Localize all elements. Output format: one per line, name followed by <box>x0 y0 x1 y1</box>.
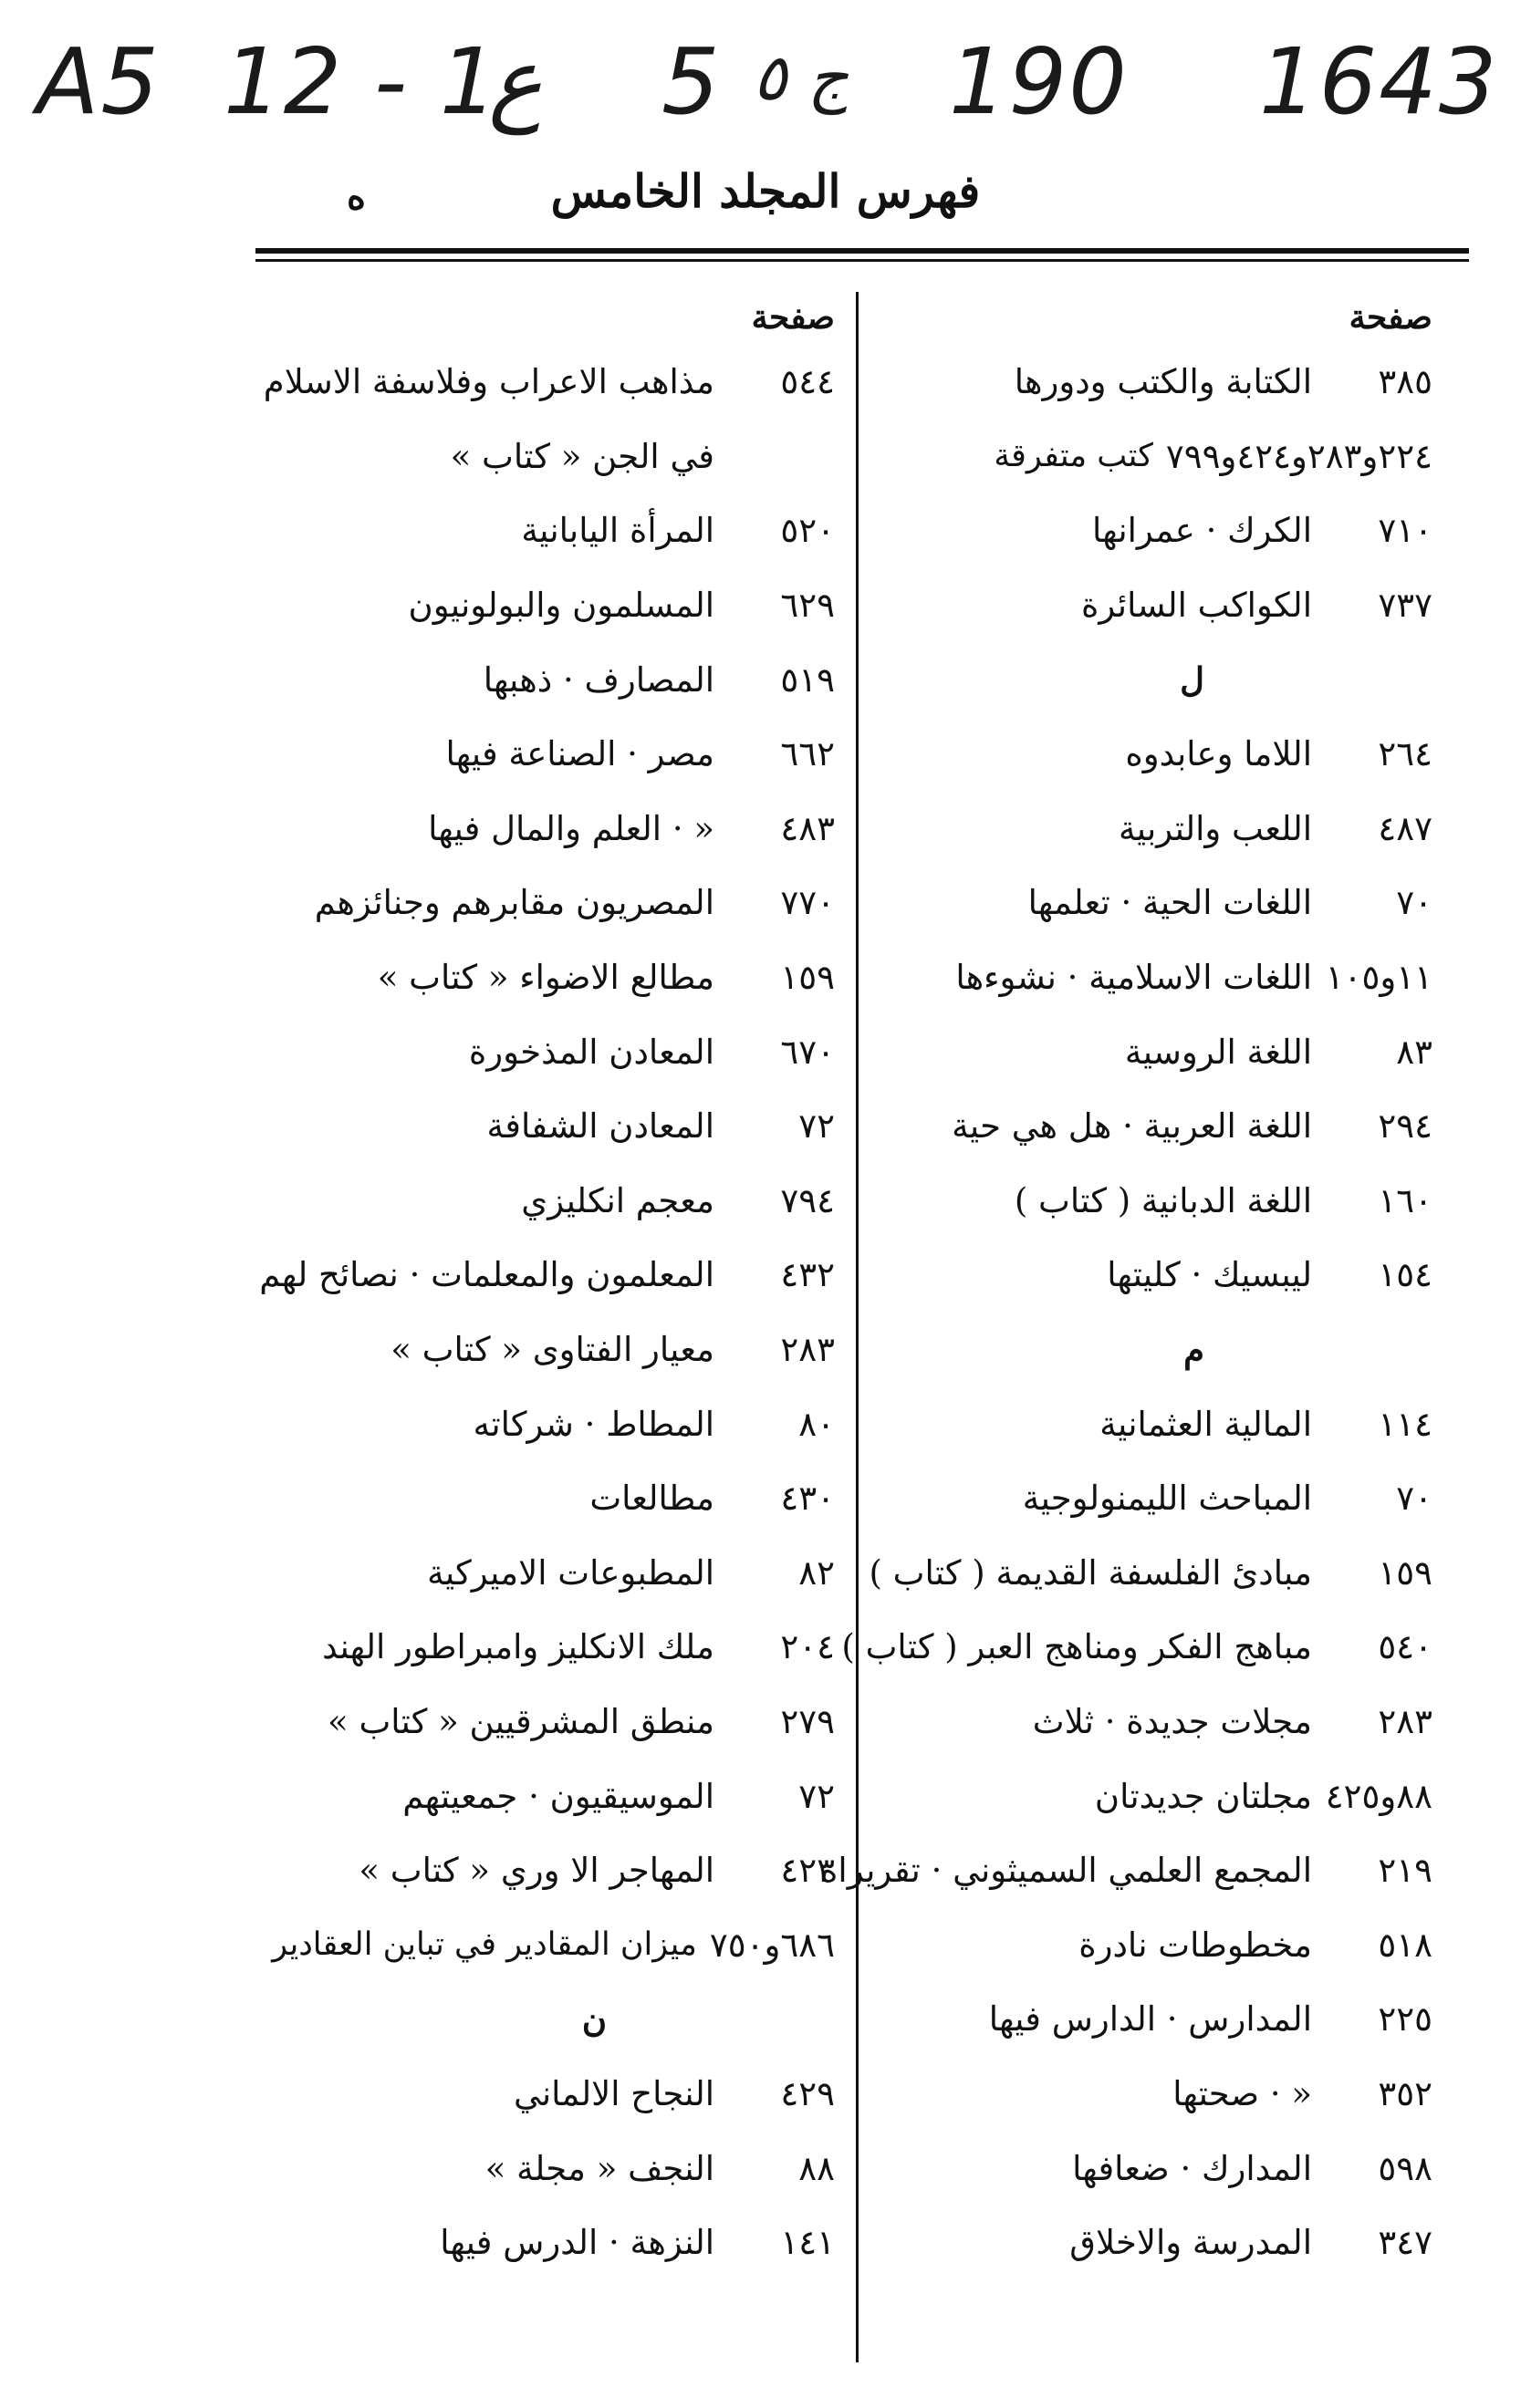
index-entry <box>880 1164 1432 1239</box>
page-number: ٧١٠ <box>1378 511 1432 551</box>
page-number: ٧٠ <box>1396 883 1432 923</box>
section-letter <box>251 1982 835 2057</box>
entry-title: في الجن « كتاب » <box>450 436 714 476</box>
page-number: ٤٨٧ <box>1378 808 1432 848</box>
page-number: ٢١٩ <box>1378 1851 1432 1891</box>
page-number: ١٥٤ <box>1378 1255 1432 1295</box>
annotation-part: 5 <box>661 28 722 135</box>
index-entry <box>251 1759 835 1833</box>
letter-heading: م <box>1183 1329 1204 1370</box>
page-mark: ه <box>347 175 366 218</box>
entry-title: ليبسيك · كليتها <box>1107 1255 1312 1295</box>
entry-title: المطبوعات الاميركية <box>427 1552 714 1593</box>
annotation-part: A5 <box>36 28 161 135</box>
index-entry <box>841 1610 1432 1685</box>
page-number: ٢٠٤ <box>780 1627 835 1667</box>
index-entry <box>251 717 835 792</box>
index-entry <box>251 1461 835 1536</box>
index-entry <box>880 2131 1432 2206</box>
index-entry <box>869 1536 1432 1611</box>
page-number: ٧٢ <box>798 1106 835 1147</box>
page-number: ٣٥٢ <box>1378 2073 1432 2113</box>
entry-title: المسلمون والبولونيون <box>408 586 714 626</box>
annotation-part: 12 - 1 <box>224 28 500 135</box>
entry-title: مباهج الفكر ومناهج العبر ( كتاب ) <box>841 1627 1312 1667</box>
index-entry <box>820 1833 1432 1908</box>
entry-title: اللغة الدبانية ( كتاب ) <box>1014 1180 1312 1220</box>
entry-title: مبادئ الفلسفة القديمة ( كتاب ) <box>869 1552 1312 1593</box>
index-entry <box>251 866 835 940</box>
page-number: ٢٢٥ <box>1378 1999 1432 2040</box>
page-number: ٥١٨ <box>1378 1925 1432 1965</box>
entry-title: النجاح الالماني <box>514 2073 714 2113</box>
index-entry <box>251 1536 835 1611</box>
index-entry <box>251 2057 835 2132</box>
page-number: ٢٨٣ <box>780 1330 835 1370</box>
index-entry <box>880 493 1432 568</box>
index-entry <box>251 1386 835 1461</box>
entry-title: كتب متفرقة <box>994 438 1153 475</box>
entry-title: النجف « مجلة » <box>484 2148 714 2188</box>
entry-title: المصارف · ذهبها <box>483 659 714 700</box>
entry-title: المباحث الليمنولوجية <box>1022 1479 1312 1519</box>
handwritten-annotation <box>0 28 1531 173</box>
index-entry <box>251 493 835 568</box>
index-entry <box>880 420 1432 494</box>
entry-title: المصريون مقابرهم وجنائزهم <box>314 883 714 923</box>
page-number: ٦٦٢ <box>780 734 835 774</box>
annotation-part: ج ٥ <box>753 40 849 115</box>
index-entry <box>251 1089 835 1164</box>
page-number: ٦٧٠ <box>780 1032 835 1072</box>
entry-title: منطق المشرقيين « كتاب » <box>328 1701 714 1741</box>
page-number: ٢٧٩ <box>780 1701 835 1741</box>
entry-title: اللغة الروسية <box>1124 1032 1312 1072</box>
index-entry <box>251 2206 835 2280</box>
index-entry <box>880 2057 1432 2132</box>
letter-heading: ل <box>1180 659 1204 701</box>
entry-title: المعادن الشفافة <box>486 1106 714 1147</box>
page-number: ٨٨و٤٢٥ <box>1325 1776 1432 1816</box>
page-number: ٥٩٨ <box>1378 2148 1432 2188</box>
index-entry <box>251 1313 835 1387</box>
entry-title: المعادن المذخورة <box>468 1032 714 1072</box>
annotation-part: 1643 <box>1259 28 1499 135</box>
index-column-right <box>820 290 1432 2279</box>
page-number: ٨٠ <box>798 1404 835 1444</box>
entry-title: النزهة · الدرس فيها <box>440 2223 714 2263</box>
entry-title: اللعب والتربية <box>1118 808 1312 848</box>
header-rule-thin <box>255 259 1469 262</box>
page-number: ١٥٩ <box>780 958 835 998</box>
index-entry <box>251 2131 835 2206</box>
index-entry <box>880 792 1432 867</box>
entry-title: ملك الانكليز وامبراطور الهند <box>322 1627 714 1667</box>
entry-title: اللغات الاسلامية · نشوءها <box>955 958 1312 998</box>
column-header: صفحة <box>751 298 835 337</box>
index-entry <box>251 940 835 1015</box>
index-entry <box>880 717 1432 792</box>
index-entry <box>880 1238 1432 1313</box>
page-title: فهرس المجلد الخامس <box>550 164 981 218</box>
column-header: صفحة <box>1349 298 1432 337</box>
page-number: ٧٣٧ <box>1378 586 1432 626</box>
index-entry <box>251 792 835 867</box>
entry-title: الكواكب السائرة <box>1080 586 1312 626</box>
index-entry <box>251 420 835 494</box>
index-entry <box>251 1238 835 1313</box>
index-entry <box>880 1982 1432 2057</box>
section-letter <box>880 1313 1432 1387</box>
index-entry <box>251 1610 835 1685</box>
index-entry <box>880 568 1432 643</box>
index-entry <box>880 2206 1432 2280</box>
index-entry <box>251 1014 835 1089</box>
entry-title: الكرك · عمرانها <box>1092 511 1312 551</box>
entry-title: « · العلم والمال فيها <box>428 808 714 848</box>
index-entry <box>880 1089 1432 1164</box>
entry-title: معجم انكليزي <box>521 1180 714 1220</box>
page-number: ٤٢٣ <box>780 1851 835 1891</box>
entry-title: المهاجر الا وري « كتاب » <box>359 1851 714 1891</box>
entry-title: الموسيقيون · جمعيتهم <box>402 1776 714 1816</box>
page-number: ٦٨٦و٧٥٠ <box>709 1925 835 1965</box>
entry-title: المرأة اليابانية <box>521 511 714 551</box>
entry-title: المدارك · ضعافها <box>1072 2148 1312 2188</box>
page-number: ٥١٩ <box>780 659 835 700</box>
index-entry <box>251 642 835 717</box>
page-number: ١١٤ <box>1378 1404 1432 1444</box>
index-entry <box>251 568 835 643</box>
index-entry <box>880 345 1432 420</box>
page-number: ٢٨٣ <box>1378 1701 1432 1741</box>
index-entry <box>880 1759 1432 1833</box>
entry-title: معيار الفتاوى « كتاب » <box>391 1330 714 1370</box>
index-entry <box>251 1907 835 1982</box>
letter-heading: ن <box>581 1998 607 2040</box>
page-number: ٨٣ <box>1396 1032 1432 1072</box>
index-entry <box>251 1833 835 1908</box>
entry-title: مطالعات <box>589 1479 714 1519</box>
annotation-part: ع <box>488 28 543 135</box>
section-letter <box>880 642 1432 717</box>
page-number: ٧٧٠ <box>780 883 835 923</box>
page-number: ١٦٠ <box>1378 1180 1432 1220</box>
entry-title: المطاط · شركاته <box>473 1404 714 1444</box>
page-number: ٧٩٤ <box>780 1180 835 1220</box>
page-number: ٥٢٠ <box>780 511 835 551</box>
entry-title: « · صحتها <box>1172 2073 1312 2113</box>
page-number: ٢٩٤ <box>1378 1106 1432 1147</box>
page-number: ٢٦٤ <box>1378 734 1432 774</box>
entry-title: مذاهب الاعراب وفلاسفة الاسلام <box>263 362 714 402</box>
page-number: ٣٤٧ <box>1378 2223 1432 2263</box>
entry-title: المجمع العلمي السميثوني · تقريراه <box>820 1851 1312 1891</box>
index-entry <box>880 1685 1432 1759</box>
page-number: ١٥٩ <box>1378 1552 1432 1593</box>
entry-title: مخطوطات نادرة <box>1078 1925 1312 1965</box>
index-column-left <box>251 290 835 2279</box>
index-entry <box>880 1461 1432 1536</box>
page-number: ٨٨ <box>798 2148 835 2188</box>
page-number: ٤٨٣ <box>780 808 835 848</box>
page-number: ٨٢ <box>798 1552 835 1593</box>
entry-title: مصر · الصناعة فيها <box>445 734 714 774</box>
index-entry <box>880 1386 1432 1461</box>
page-number: ١٤١ <box>780 2223 835 2263</box>
index-entry <box>880 1907 1432 1982</box>
entry-title: اللاما وعابدوه <box>1125 734 1312 774</box>
column-divider <box>856 292 859 2362</box>
entry-title: مجلات جديدة · ثلاث <box>1032 1701 1312 1741</box>
index-entry <box>880 866 1432 940</box>
entry-title: المالية العثمانية <box>1099 1404 1312 1444</box>
index-entry <box>880 1014 1432 1089</box>
page-number: ٤٣٢ <box>780 1255 835 1295</box>
page-number: ٥٤٤ <box>780 362 835 402</box>
entry-title: الكتابة والكتب ودورها <box>1014 362 1312 402</box>
page-number: ٣٨٥ <box>1378 362 1432 402</box>
page-number: ١١و١٠٥ <box>1325 958 1432 998</box>
annotation-part: 190 <box>949 28 1129 135</box>
page-number: ٧٠ <box>1396 1479 1432 1519</box>
entry-title: اللغة العربية · هل هي حية <box>952 1106 1312 1147</box>
page-number: ٢٢٤و٢٨٣و٤٢٤و٧٩٩ <box>1165 436 1432 476</box>
entry-title: مطالع الاضواء « كتاب » <box>377 958 714 998</box>
entry-title: المدرسة والاخلاق <box>1069 2223 1312 2263</box>
entry-title: اللغات الحية · تعلمها <box>1027 883 1312 923</box>
page-number: ٦٢٩ <box>780 586 835 626</box>
entry-title: المعلمون والمعلمات · نصائح لهم <box>259 1255 714 1295</box>
entry-title: مجلتان جديدتان <box>1094 1776 1312 1816</box>
page-number: ٤٢٩ <box>780 2073 835 2113</box>
page-number: ٥٤٠ <box>1378 1627 1432 1667</box>
index-entry <box>880 940 1432 1015</box>
index-entry <box>251 345 835 420</box>
header-rule <box>255 248 1469 254</box>
entry-title: ميزان المقادير في تباين العقادير <box>272 1926 697 1964</box>
entry-title: المدارس · الدارس فيها <box>988 1999 1312 2040</box>
page-number: ٤٣٠ <box>780 1479 835 1519</box>
index-entry <box>251 1164 835 1239</box>
page-number: ٧٢ <box>798 1776 835 1816</box>
index-entry <box>251 1685 835 1759</box>
